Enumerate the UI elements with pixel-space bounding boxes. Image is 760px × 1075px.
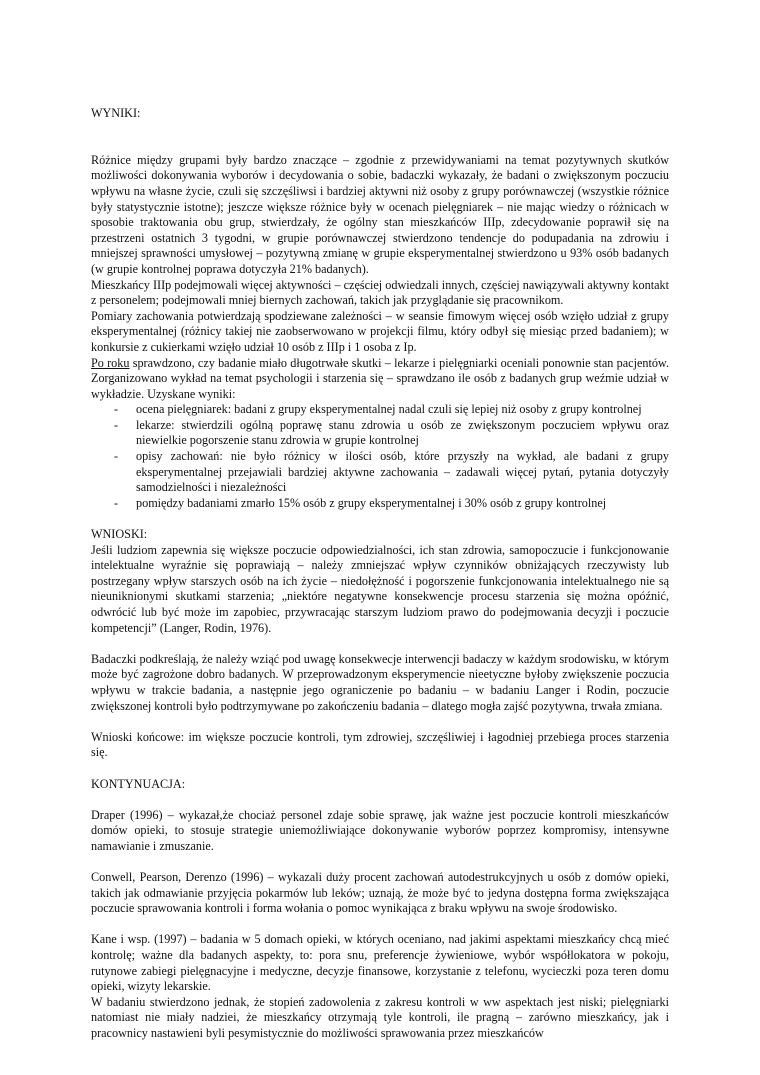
wyniki-paragraph-3: Pomiary zachowania potwierdzają spodziewane zależności – w seansie fimowym więcej osób wzięło udział z grupy eksperymentalnej (różnicy takiej nie zaobserwowano w projekcji filmu, który odbył się miesiąc przed badaniem); w konkursie z cukierkami wzięło udział 10 osób z IIIp i 1 osoba z Ip. bbox=[91, 308, 669, 354]
wyniki-paragraph-2: Mieszkańcy IIIp podejmowali więcej aktywności – częściej odwiedzali innych, częściej nawiązywali aktywny kontakt z personelem; podejmowali mniej biernych zachowań, takich jak przyglądanie się pracownikom. bbox=[91, 277, 669, 308]
kontynuacja-conwell: Conwell, Pearson, Derenzo (1996) – wykazali duży procent zachowań autodestrukcyjnych u osób z domów opieki, takich jak odmawianie przyjęcia pokarmów lub leków; uznają, że może być to jedyna dostępna forma zwiększająca poczucie sprawowania kontroli i forma wołania o pomoc wynikająca z braku wpływu na swoje środowisko. bbox=[91, 870, 669, 916]
section-heading-wnioski: WNIOSKI: bbox=[91, 527, 148, 542]
wyniki-paragraph-4 bbox=[91, 356, 669, 403]
wyniki-paragraph-1: Różnice między grupami były bardzo znaczące – zgodnie z przewidywaniami na temat pozytywnych skutków możliwości dokonywania wyborów i decydowania o sobie, badaczki wykazały, że badani o zwiększonym poczuciu wpływu na własne życie, czuli się szczęśliwsi i bardziej aktywni niż osoby z grupy porównawczej (wszystkie różnice były statystycznie istotne); jeszcze większe różnice były w ocenach pielęgniarek – nie mając wiedzy o różnicach w sposobie traktowania obu grup, stwierdzały, że ogólny stan mieszkańców IIIp, zdecydowanie poprawił się na przestrzeni ostatnich 3 tygodni, w grupie porównawczej stwierdzono tendencje do podupadania na zdrowiu i mniejszej sprawności umysłowej – pozytywną zmianę w grupie eksperymentalnej stwierdzono u 93% osób badanych (w grupie kontrolnej poprawa dotyczyła 21% badanych). bbox=[91, 152, 669, 276]
list-item: - ocena pielęgniarek: badani z grupy eksperymentalnej nadal czuli się lepiej niż osoby z grupy kontrolnej bbox=[136, 402, 669, 418]
section-heading-kontynuacja: KONTYNUACJA: bbox=[91, 776, 186, 791]
kontynuacja-draper: Draper (1996) – wykazał,że chociaż personel zdaje sobie sprawę, jak ważne jest poczucie kontroli mieszkańców domów opieki, to stosuje strategie uniemożliwiające dokonywanie wyborów poprzez kompromisy, intensywne namawianie i zmuszanie. bbox=[91, 807, 669, 853]
list-item: - lekarze: stwierdzili ogólną poprawę stanu zdrowia u osób ze zwiększonym poczuciem wpływu oraz niewielkie pogorszenie stanu zdrowia w grupie kontrolnej bbox=[136, 418, 669, 449]
results-list bbox=[91, 402, 669, 511]
wnioski-paragraph-3: Wnioski końcowe: im większe poczucie kontroli, tym zdrowiej, szczęśliwiej i łagodniej przebiega proces starzenia się. bbox=[91, 729, 669, 760]
list-item: - opisy zachowań: nie było różnicy w ilości osób, które przyszły na wykład, ale badani z grupy eksperymentalnej przejawiali bardziej aktywne zachowania – zadawali więcej pytań, pytania dotyczyły samodzielności i niezależności bbox=[136, 449, 669, 496]
section-heading-wyniki: WYNIKI: bbox=[91, 106, 141, 120]
document-page bbox=[91, 106, 669, 1042]
list-item: - pomiędzy badaniami zmarło 15% osób z grupy eksperymentalnej i 30% osób z grupy kontrolnej bbox=[136, 496, 669, 512]
wyniki-paragraph-4-text: sprawdzono, czy badanie miało długotrwałe skutki – lekarze i pielęgniarki oceniali ponownie stan pacjentów. Zorganizowano wykład na temat psychologii i starzenia się – sprawdzano ile osób z badanych grup weźmie udział w wykładzie. Uzyskane wyniki: bbox=[91, 355, 669, 401]
wnioski-paragraph-2: Badaczki podkreślają, że należy wziąć pod uwagę konsekwecje interwencji badaczy w każdym srodowisku, w którym może być zagrożone dobro badanych. W przeprowadzonym eksperymencie nieetyczne byłoby zwiększenie poczucia wpływu w trakcie badania, a następnie jego ograniczenie po badaniu – w badaniu Langer i Rodin, poczucie zwiększonej kontroli było podtrzymywane po zakończeniu badania – dlatego mogła zajść pozytywna, trwała zmiana. bbox=[91, 651, 669, 713]
kontynuacja-kane: Kane i wsp. (1997) – badania w 5 domach opieki, w których oceniano, nad jakimi aspektami mieszkańcy chcą mieć kontrolę; ważne dla badanych aspekty, to: pora snu, preferencje żywieniowe, wybór współlokatora w pokoju, rutynowe zabiegi pielęgnacyjne i medyczne, decyzje finansowe, korzystanie z telefonu, wycieczki poza teren domu opieki, wizyty lekarskie. bbox=[91, 932, 669, 994]
underlined-phrase: Po roku bbox=[91, 355, 130, 370]
kontynuacja-kane-continued: W badaniu stwierdzono jednak, że stopień zadowolenia z zakresu kontroli w ww aspektach jest niski; pielęgniarki natomiast nie miały nadziei, że mieszkańcy otrzymają tyle kontroli, ile pragną – zarówno mieszkańcy, jak i pracownicy nastawieni byli pesymistycznie do możliwości sprawowania przez mieszkańców bbox=[91, 994, 669, 1041]
wnioski-paragraph-1: Jeśli ludziom zapewnia się większe poczucie odpowiedzialności, ich stan zdrowia, samopoczucie i funkcjonowanie intelektualne wyraźnie się poprawiają – należy zmniejszać wpływ czynników obniżających rzeczywisty lub postrzegany wpływ starszych osób na ich życie – niedołężność i pogorszenie funkcjonowania intelektualnego nie są nieuniknionymi skutkami starzenia; „niektóre negatywne konsekwencje procesu starzenia się można opóźnić, odwrócić lub być może im zapobiec, przywracając starszym ludziom prawo do podejmowania decyzji i poczucie kompetencji” (Langer, Rodin, 1976). bbox=[91, 542, 669, 635]
